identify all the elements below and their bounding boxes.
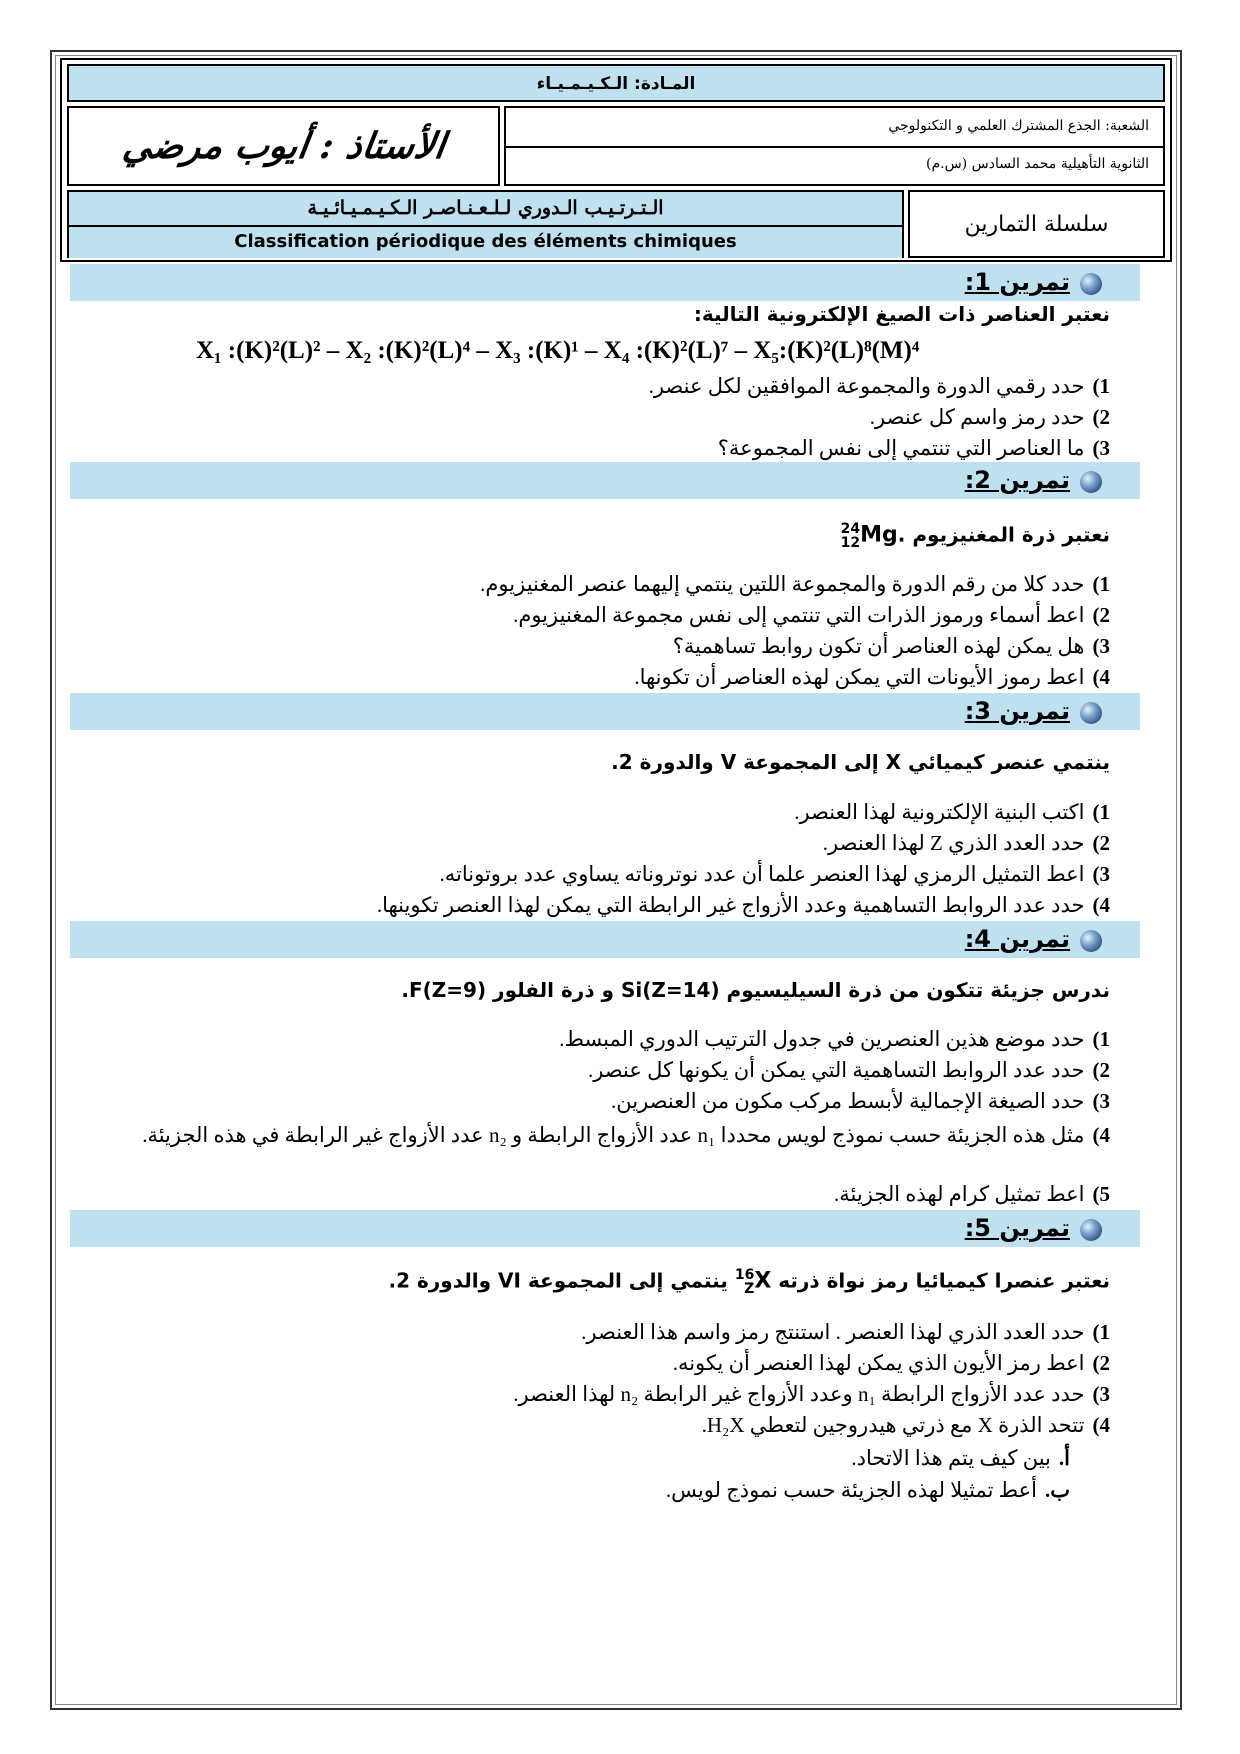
question-item: 5)اعط تمثيل كرام لهذه الجزيئة.: [834, 1182, 1110, 1206]
question-item: 2)حدد رمز واسم كل عنصر.: [869, 405, 1110, 429]
exercise-title: تمرين 1:: [964, 268, 1070, 296]
exercise-title: تمرين 2:: [964, 466, 1070, 494]
school-label: الثانوية التأهيلية محمد السادس (س.م): [926, 156, 1149, 172]
exercise-intro: نعتبر عنصرا كيميائيا رمز نواة ذرته 16 ZX ينتمي إلى المجموعة VI والدورة 2.: [388, 1267, 1110, 1297]
teacher-box: [67, 106, 500, 186]
question-item: 2)اعط رمز الأيون الذي يمكن لهذا العنصر أن يكونه.: [672, 1351, 1110, 1375]
exercise-3-header: [70, 693, 1140, 730]
title-arabic: الـتـرتـيـب الـدوري لـلـعـنـاصـر الـكـيـمـيـائـيـة: [69, 192, 902, 226]
question-item: 2)اعط أسماء ورموز الذرات التي تنتمي إلى نفس مجموعة المغنيزيوم.: [513, 603, 1110, 627]
question-item: 1)حدد رقمي الدورة والمجموعة الموافقين لكل عنصر.: [648, 374, 1110, 398]
exercise-2-header: [70, 462, 1140, 499]
exercise-intro: ندرس جزيئة تتكون من ذرة السيليسيوم (Si(Z=14 و ذرة الفلور (F(Z=9.: [401, 978, 1110, 1002]
sphere-bullet-icon: [1080, 273, 1102, 295]
exercise-4-header: [70, 921, 1140, 958]
header: [60, 58, 1172, 262]
series-label: سلسلة التمارين: [908, 190, 1165, 258]
sub-question-item: ب.أعط تمثيلا لهذه الجزيئة حسب نموذج لويس.: [665, 1478, 1070, 1502]
title-box: [67, 190, 904, 258]
exercise-title: تمرين 3:: [964, 697, 1070, 725]
question-item: 3)حدد الصيغة الإجمالية لأبسط مركب مكون من العنصرين.: [611, 1089, 1110, 1113]
exercise-intro: نعتبر ذرة المغنيزيوم 24 12Mg.: [840, 521, 1110, 551]
electronic-formulas: X₁ :(K)²(L)² – X₂ :(K)²(L)⁴ – X₃ :(K)¹ – X₄ :(K)²(L)⁷ – X₅:(K)²(L)⁸(M)⁴: [196, 337, 920, 364]
question-item: 2)حدد عدد الروابط التساهمية التي يمكن أن يكونها كل عنصر.: [587, 1058, 1110, 1082]
question-item: 1)حدد كلا من رقم الدورة والمجموعة اللتين ينتمي إليهما عنصر المغنيزيوم.: [480, 572, 1110, 596]
exercise-title: تمرين 5:: [964, 1214, 1070, 1242]
question-item: 4)مثل هذه الجزيئة حسب نموذج لويس محددا n₁ عدد الأزواج الرابطة و n₂ عدد الأزواج غير الرابطة في هذه الجزيئة.: [142, 1123, 1110, 1147]
exercise-title: تمرين 4:: [964, 925, 1070, 953]
branch-label: الشعبة: الجذع المشترك العلمي و التكنولوجي: [888, 118, 1149, 134]
sphere-bullet-icon: [1080, 930, 1102, 952]
subject-label: المـادة: الـكـيـمـيـاء: [67, 64, 1165, 102]
question-item: 1)حدد موضع هذين العنصرين في جدول الترتيب الدوري المبسط.: [559, 1027, 1110, 1051]
question-item: 4)تتحد الذرة X مع ذرتي هيدروجين لتعطي H₂X.: [701, 1413, 1110, 1437]
sphere-bullet-icon: [1080, 1219, 1102, 1241]
exercise-intro: ينتمي عنصر كيميائي X إلى المجموعة V والدورة 2.: [611, 750, 1110, 774]
question-item: 3)حدد عدد الأزواج الرابطة n₁ وعدد الأزواج غير الرابطة n₂ لهذا العنصر.: [513, 1382, 1110, 1406]
exercise-1-header: [70, 264, 1140, 301]
divider: [506, 146, 1163, 148]
exercise-5-header: [70, 1210, 1140, 1247]
sphere-bullet-icon: [1080, 702, 1102, 724]
question-item: 2)حدد العدد الذري Z لهذا العنصر.: [822, 831, 1110, 855]
school-info: [504, 106, 1165, 186]
title-french: Classification périodique des éléments chimiques: [69, 227, 902, 258]
question-item: 3)ما العناصر التي تنتمي إلى نفس المجموعة؟: [717, 436, 1110, 460]
question-item: 4)حدد عدد الروابط التساهمية وعدد الأزواج غير الرابطة التي يمكن لهذا العنصر تكوينها.: [376, 893, 1110, 917]
question-item: 4)اعط رموز الأيونات التي يمكن لهذه العناصر أن تكونها.: [634, 665, 1110, 689]
question-item: 1)حدد العدد الذري لهذا العنصر . استنتج رمز واسم هذا العنصر.: [581, 1320, 1110, 1344]
teacher-name: الأستاذ : أيوب مرضي: [119, 125, 448, 167]
question-item: 1)اكتب البنية الإلكترونية لهذا العنصر.: [794, 800, 1110, 824]
question-item: 3)هل يمكن لهذه العناصر أن تكون روابط تساهمية؟: [672, 634, 1110, 658]
sphere-bullet-icon: [1080, 471, 1102, 493]
exercise-intro: نعتبر العناصر ذات الصيغ الإلكترونية التالية:: [693, 302, 1110, 326]
sub-question-item: أ.بين كيف يتم هذا الاتحاد.: [851, 1446, 1070, 1470]
question-item: 3)اعط التمثيل الرمزي لهذا العنصر علما أن عدد نوتروناته يساوي عدد بروتوناته.: [439, 862, 1110, 886]
